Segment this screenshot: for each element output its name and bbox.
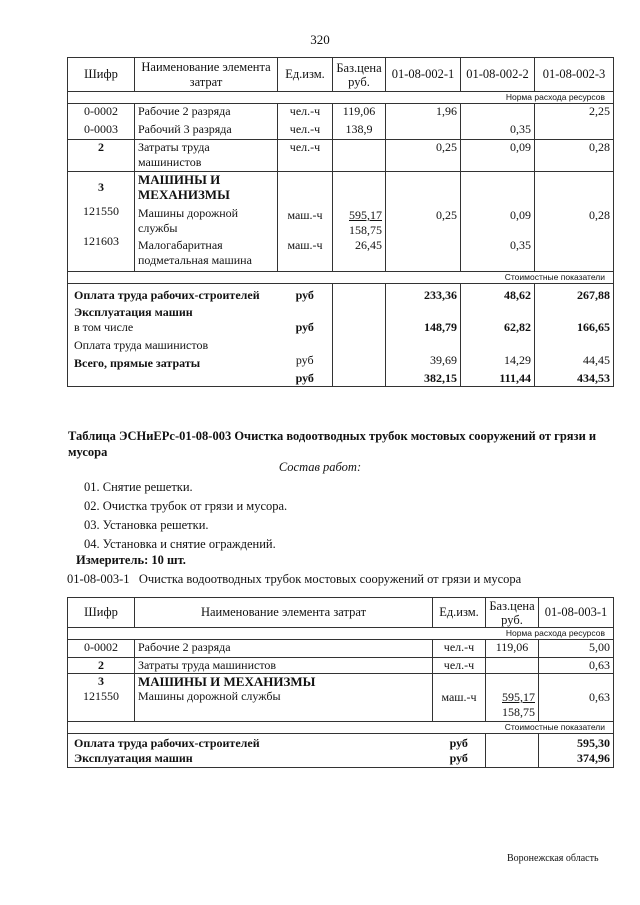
table-header xyxy=(68,598,614,628)
header-price: Баз.цена руб. xyxy=(486,598,539,628)
section-cost: Стоимостные показатели xyxy=(68,272,614,284)
header-unit: Ед.изм. xyxy=(278,58,333,92)
item-code-title: 01-08-003-1 Очистка водоотводных трубок мостовых сооружений от грязи и мусора xyxy=(67,572,522,586)
header-col2: 01-08-002-2 xyxy=(461,58,535,92)
header-code: Шифр xyxy=(68,58,135,92)
table-row-machines: 3 121550 МАШИНЫ И МЕХАНИЗМЫ Машины дорожной службы маш.-ч 595,17 158,75 0,63 xyxy=(68,674,614,722)
header-col1: 01-08-002-1 xyxy=(386,58,461,92)
header-code: Шифр xyxy=(68,598,135,628)
cost-rows: Оплата труда рабочих-строителей Эксплуатация машин руб руб 595,30 374,96 xyxy=(68,734,614,768)
cost-rows: Оплата труда рабочих-строителей Эксплуатация машин в том числе Оплата труда машинистов Всего, прямые затраты руб руб руб руб 233,36 148,79 39,69 382,15 48,62 62,82 14,29 111,44 267,88 166,65 44,45 434,53 xyxy=(68,284,614,387)
work-item: 03. Установка решетки. xyxy=(84,518,209,532)
page-footer-region: Воронежская область xyxy=(507,853,599,864)
section-norm: Норма расхода ресурсов xyxy=(68,92,614,104)
work-item: 02. Очистка трубок от грязи и мусора. xyxy=(84,499,288,513)
header-name: Наименование элемента затрат xyxy=(135,58,278,92)
table-header xyxy=(68,58,614,92)
work-item: 01. Снятие решетки. xyxy=(84,480,193,494)
page-number: 320 xyxy=(310,32,330,47)
header-name: Наименование элемента затрат xyxy=(135,598,433,628)
table-row: 0-0003 Рабочий 3 разряда чел.-ч 138,9 0,35 xyxy=(68,122,614,140)
resource-table-01-08-003 xyxy=(67,597,614,768)
section-norm: Норма расхода ресурсов xyxy=(68,628,614,640)
work-composition-label: Состав работ: xyxy=(278,460,362,474)
table-row: 0-0002 Рабочие 2 разряда чел.-ч 119,06 1,96 2,25 xyxy=(68,104,614,122)
header-price: Баз.цена руб. xyxy=(333,58,386,92)
table-row-machines: 3 121550 121603 МАШИНЫ И МЕХАНИЗМЫ Машины дорожной службы Малогабаритная подметальная машина маш.-ч маш.-ч 595,17 158,75 26,45 0,25 0,09 0,35 0,28 xyxy=(68,172,614,272)
table-row: 2 Затраты труда машинистов чел.-ч 0,63 xyxy=(68,658,614,674)
work-list xyxy=(84,478,287,554)
table-row: 2 Затраты труда машинистов чел.-ч 0,25 0,09 0,28 xyxy=(68,140,614,172)
work-item: 04. Установка и снятие ограждений. xyxy=(84,537,276,551)
table-title: Таблица ЭСНиЕРс-01-08-003 Очистка водоотводных трубок мостовых сооружений от грязи и мусора xyxy=(68,429,597,459)
header-col1: 01-08-003-1 xyxy=(539,598,614,628)
table-row: 0-0002 Рабочие 2 разряда чел.-ч 119,06 5,00 xyxy=(68,640,614,658)
section-cost: Стоимостные показатели xyxy=(68,722,614,734)
header-col3: 01-08-002-3 xyxy=(535,58,614,92)
resource-table-01-08-002 xyxy=(67,57,614,387)
measure-unit: Измеритель: 10 шт. xyxy=(76,553,186,567)
header-unit: Ед.изм. xyxy=(433,598,486,628)
